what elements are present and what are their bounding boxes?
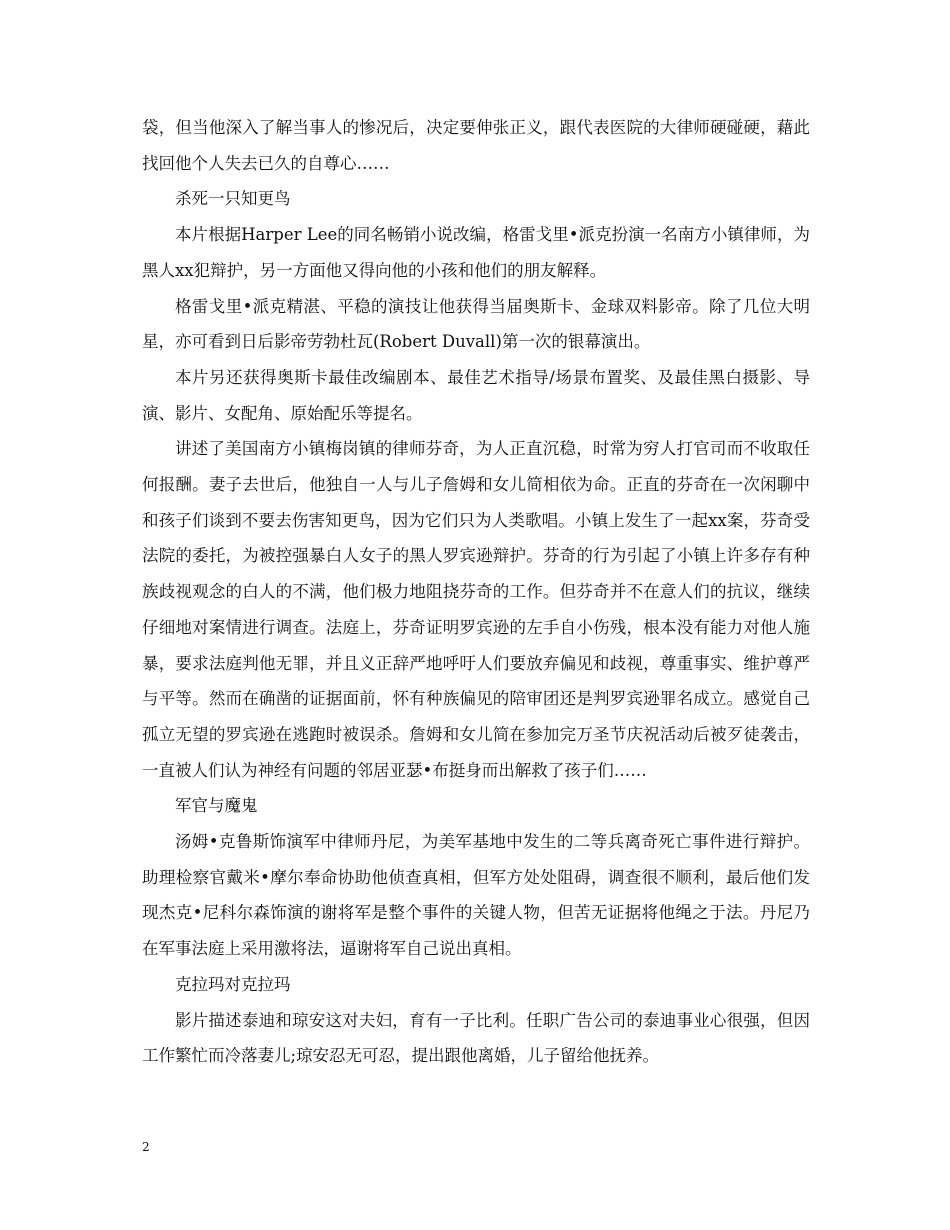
section-heading-kramer-vs-kramer: 克拉玛对克拉玛 [175, 974, 291, 994]
paragraph: 本片另还获得奥斯卡最佳改编剧本、最佳艺术指导/场景布置奖、及最佳黑白摄影、导演、影片、女配角、原始配乐等提名。 [142, 367, 810, 423]
paragraph: 讲述了美国南方小镇梅岗镇的律师芬奇，为人正直沉稳，时常为穷人打官司而不收取任何报酬。妻子去世后，他独自一人与儿子詹姆和女儿简相依为命。正直的芬奇在一次闲聊中和孩子们谈到不要去伤害知更鸟，因为它们只为人类歌唱。小镇上发生了一起xx案，芬奇受法院的委托，为被控强暴白人女子的黑人罗宾逊辩护。芬奇的行为引起了小镇上许多存有种族歧视观念的白人的不满，他们极力地阻挠芬奇的工作。但芬奇并不在意人们的抗议，继续仔细地对案情进行调查。法庭上，芬奇证明罗宾逊的左手自小伤残，根本没有能力对他人施暴，要求法庭判他无罪，并且义正辞严地呼吁人们要放弃偏见和歧视，尊重事实、维护尊严与平等。然而在确凿的证据面前，怀有种族偏见的陪审团还是判罗宾逊罪名成立。感觉自己孤立无望的罗宾逊在逃跑时被误杀。詹姆和女儿简在参加完万圣节庆祝活动后被歹徒袭击，一直被人们认为神经有问题的邻居亚瑟•布挺身而出解救了孩子们…… [142, 439, 810, 780]
page-number: 2 [142, 1140, 150, 1154]
section-heading-mockingbird: 杀死一只知更鸟 [175, 189, 291, 209]
paragraph-continuation: 袋，但当他深入了解当事人的惨况后，决定要伸张正义，跟代表医院的大律师硬碰硬，藉此找回他个人失去已久的自尊心…… [142, 118, 810, 173]
paragraph: 影片描述泰迪和琼安这对夫妇，育有一子比利。任职广告公司的泰迪事业心很强，但因工作繁忙而冷落妻儿;琼安忍无可忍，提出跟他离婚，儿子留给他抚养。 [142, 1010, 810, 1066]
paragraph: 格雷戈里•派克精湛、平稳的演技让他获得当届奥斯卡、金球双料影帝。除了几位大明星，亦可看到日后影帝劳勃杜瓦(Robert Duvall)第一次的银幕演出。 [142, 296, 810, 352]
document-body [142, 110, 810, 1074]
paragraph: 汤姆•克鲁斯饰演军中律师丹尼，为美军基地中发生的二等兵离奇死亡事件进行辩护。助理检察官戴米•摩尔奉命协助他侦查真相，但军方处处阻碍，调查很不顺利，最后他们发现杰克•尼科尔森饰演的谢将军是整个事件的关键人物，但苦无证据将他绳之于法。丹尼乃在军事法庭上采用激将法，逼谢将军自己说出真相。 [142, 832, 810, 959]
section-heading-a-few-good-men: 军官与魔鬼 [175, 796, 258, 816]
paragraph: 本片根据Harper Lee的同名畅销小说改编，格雷戈里•派克扮演一名南方小镇律师，为黑人xx犯辩护，另一方面他又得向他的小孩和他们的朋友解释。 [142, 225, 810, 280]
